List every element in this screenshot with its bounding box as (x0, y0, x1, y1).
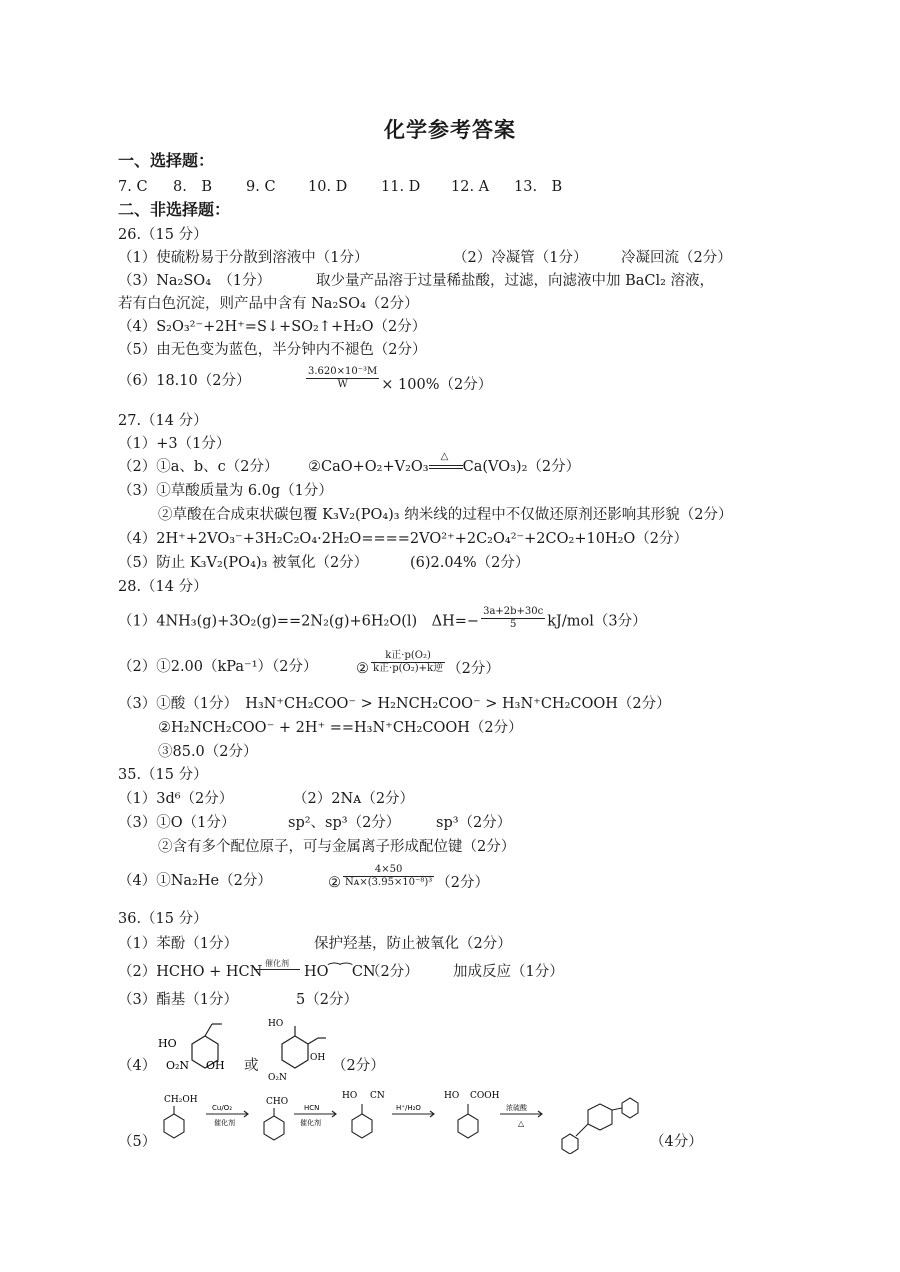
answer-12: 12. A (451, 179, 490, 195)
q36-line1 (118, 935, 512, 953)
q27-line3b: ②草酸在合成束状碳包覆 K₃V₂(PO₄)₃ 纳米线的过程中不仅做还原剂还影响其形貌（2分） (158, 507, 733, 523)
q36-2b: （2分） (366, 964, 419, 980)
s4-ho-2: HO (268, 1019, 284, 1029)
q27-heat-arrow (429, 451, 463, 476)
q28-1-fraction (481, 606, 545, 631)
q28-line3b: ②H₂NCH₂COO⁻ + 2H⁺ ==H₃N⁺CH₂COOH（2分） (158, 720, 523, 736)
q26-2b: 冷凝回流（2分） (621, 250, 732, 266)
q36-2-catalyst: 催化剂 (265, 959, 289, 968)
q26-2: （2）冷凝管（1分） (453, 250, 588, 266)
q36-4-or: 或 (244, 1058, 259, 1074)
s5-cooh: COOH (470, 1091, 500, 1101)
q28-2b: （2分） (447, 660, 500, 677)
q35-head: 35.（15 分） (118, 767, 208, 783)
q28-line1 (118, 606, 647, 631)
q28-2-fraction (371, 650, 445, 675)
s5-ch2oh: CH₂OH (164, 1095, 198, 1105)
q36-1a: （1）苯酚（1分） (118, 936, 238, 952)
q27-2b: ②CaO+O₂+V₂O₃ (308, 459, 429, 475)
s4-o2n: O₂N (166, 1059, 190, 1072)
dioxane-ring (588, 1104, 612, 1130)
s5-ho2: HO (444, 1091, 460, 1101)
ring-a (164, 1114, 184, 1138)
q35-4-fraction (343, 864, 434, 889)
q28-2-num: k正·p(O₂) (371, 650, 445, 663)
q36-3a: （3）酯基（1分） (118, 992, 238, 1008)
q28-2-circle: ② (356, 660, 369, 677)
s5-cn: CN (370, 1091, 385, 1101)
q36-3b: 5（2分） (296, 992, 358, 1008)
q27-line4: （4）2H⁺+2VO₃⁻+3H₂C₂O₄·2H₂O====2VO²⁺+2C₂O₄²⁻+2CO₂+10H₂O（2分） (118, 531, 688, 547)
q27-head: 27.（14 分） (118, 413, 208, 429)
q35-line3d: ②含有多个配位原子，可与金属离子形成配位键（2分） (158, 839, 516, 855)
q27-line2 (118, 451, 581, 476)
q35-4-circle: ② (328, 874, 341, 891)
q36-line4: （4） (118, 1058, 157, 1074)
q27-2c: Ca(VO₃)₂（2分） (462, 459, 581, 475)
q26-6b: × 100%（2分） (381, 376, 493, 393)
q36-line5: （5） (118, 1134, 157, 1150)
section-heading-choice: 一、选择题： (118, 151, 215, 170)
q35-line1 (118, 790, 415, 808)
q26-3: （3）Na₂SO₄ （1分） (118, 273, 271, 289)
q28-1b: kJ/mol（3分） (547, 613, 647, 630)
q36-line2 (118, 959, 564, 981)
q26-6-den: W (337, 379, 348, 390)
q26-6a: （6）18.10（2分） (118, 373, 251, 389)
benzene-ring-2 (282, 1036, 308, 1068)
q28-2a: （2）①2.00（kPa⁻¹）（2分） (118, 659, 318, 675)
ring-b (264, 1116, 284, 1140)
s5-cond2: HCN (304, 1104, 320, 1112)
s5-cond4: 浓硫酸 (506, 1104, 527, 1112)
s4-o2n-2: O₂N (268, 1073, 287, 1082)
q35-line3 (118, 814, 512, 832)
ring-d (458, 1114, 478, 1138)
s5-cond1: Cu/O₂ (212, 1104, 232, 1112)
q27-line1: （1）+3（1分） (118, 436, 231, 452)
ring-f (562, 1134, 578, 1154)
q26-6-formula (304, 366, 492, 391)
q27-line3: （3）①草酸质量为 6.0g（1分） (118, 483, 333, 499)
s5-cond4b: △ (518, 1119, 525, 1128)
q36-2-product: HO⁀⁀CN (304, 964, 376, 980)
q27-2b-wrap (308, 451, 581, 476)
q28-1-num: 3a+2b+30c (483, 606, 544, 617)
q28-line3: （3）①酸（1分） H₃N⁺CH₂COO⁻ > H₂NCH₂COO⁻ > H₃N⁺CH₂COOH（2分） (118, 696, 671, 712)
s5-cond3: H⁺/H₂O (396, 1104, 421, 1112)
answer-9: 9. C (246, 179, 276, 195)
s5-cond2b: 催化剂 (300, 1119, 321, 1127)
answer-10: 10. D (308, 179, 348, 195)
q35-1: （1）3d⁶（2分） (118, 791, 234, 807)
s5-ho: HO (342, 1091, 358, 1101)
q36-2-arrow (254, 959, 300, 970)
q35-4-den: Nᴀ×(3.95×10⁻⁸)³ (345, 877, 433, 888)
q27-2a: （2）①a、b、c（2分） (118, 459, 279, 475)
q26-line6 (118, 366, 493, 393)
q28-line3c: ③85.0（2分） (158, 744, 258, 760)
q26-3b: 取少量产品溶于过量稀盐酸，过滤，向滤液中加 BaCl₂ 溶液， (316, 273, 715, 289)
q36-2c: 加成反应（1分） (453, 964, 564, 980)
q35-3a: （3）①O（1分） (118, 815, 236, 831)
q27-line5 (118, 554, 530, 572)
q26-line5: （5）由无色变为蓝色，半分钟内不褪色（2分） (118, 342, 427, 358)
q26-6-fraction (306, 366, 379, 391)
ring-c (352, 1114, 372, 1138)
q36-5-score: （4分） (650, 1134, 703, 1150)
q36-1b: 保护羟基，防止被氧化（2分） (314, 936, 512, 952)
q26-line1 (118, 249, 732, 267)
s5-cho: CHO (266, 1097, 289, 1107)
q28-1a: （1）4NH₃(g)+3O₂(g)==2N₂(g)+6H₂O(l) ΔH=− (118, 613, 480, 630)
q26-6-num: 3.620×10⁻³M (308, 366, 378, 377)
q26-1: （1）使硫粉易于分散到溶液中（1分） (118, 250, 369, 266)
q26-head: 26.（15 分） (118, 227, 208, 243)
q27-5a: （5）防止 K₃V₂(PO₄)₃ 被氧化（2分） (118, 555, 369, 571)
s4-oh: OH (206, 1059, 225, 1072)
s5-cond1b: 催化剂 (214, 1119, 235, 1127)
q26-line3 (118, 272, 715, 290)
s4-ho: HO (158, 1037, 177, 1050)
q36-line3 (118, 991, 358, 1009)
q36-2a: （2）HCHO + HCN (118, 964, 263, 980)
q35-4b: （2分） (436, 874, 489, 891)
q36-5-synthesis (148, 1084, 658, 1154)
q27-6: (6)2.04%（2分） (410, 555, 530, 571)
section-heading-nonchoice: 二、非选择题： (118, 200, 231, 219)
q28-line2 (118, 650, 500, 677)
q28-2-den: k正·p(O₂)+k逆 (373, 663, 444, 674)
q35-3b: sp²、sp³（2分） (288, 815, 401, 831)
q28-head: 28.（14 分） (118, 579, 208, 595)
s4-oh-2: OH (310, 1053, 326, 1063)
answer-8: 8. B (173, 179, 212, 195)
q28-2-formula (356, 650, 500, 675)
q35-2: （2）2Nᴀ（2分） (293, 791, 415, 807)
q35-4-formula (328, 864, 489, 889)
answer-11: 11. D (381, 179, 421, 195)
answer-7: 7. C (118, 179, 148, 195)
q27-heat-cond: △ (440, 451, 449, 462)
page-title: 化学参考答案 (384, 118, 516, 142)
q35-4-num: 4×50 (343, 864, 434, 877)
q28-1-den: 5 (509, 619, 517, 630)
q36-4-score: （2分） (332, 1058, 385, 1074)
q26-line4: （4）S₂O₃²⁻+2H⁺=S↓+SO₂↑+H₂O（2分） (118, 319, 427, 335)
q35-3c: sp³（2分） (436, 815, 512, 831)
answer-13: 13. B (514, 179, 563, 195)
q26-line3c: 若有白色沉淀，则产品中含有 Na₂SO₄（2分） (118, 296, 419, 312)
q35-4a: （4）①Na₂He（2分） (118, 873, 272, 889)
q36-head: 36.（15 分） (118, 911, 208, 927)
ring-e (622, 1098, 638, 1118)
